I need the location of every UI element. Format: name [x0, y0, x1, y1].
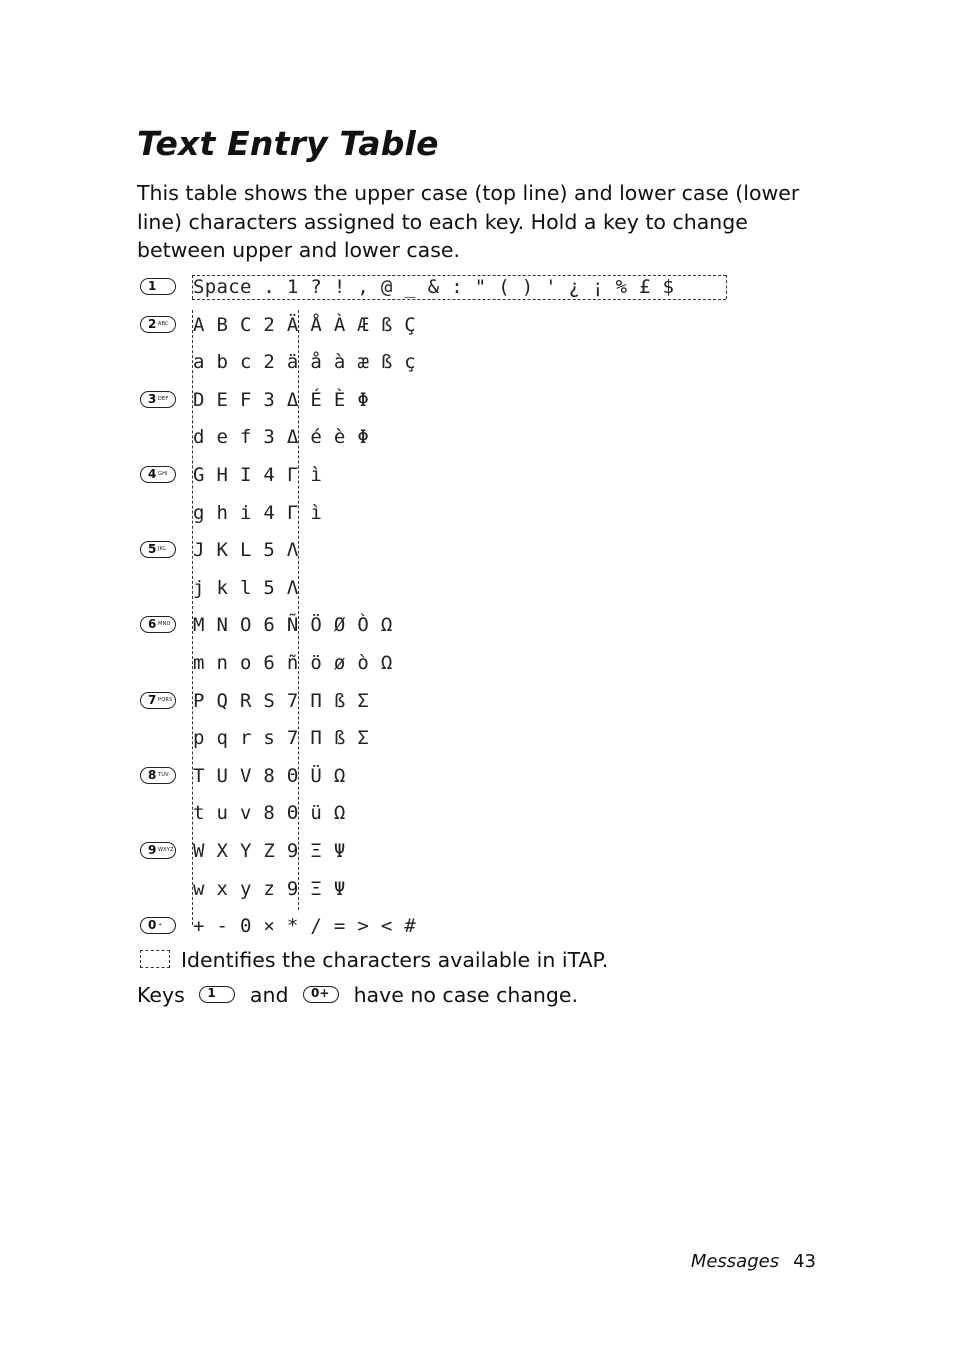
- key-0-icon: 0+: [303, 986, 339, 1003]
- keys-note-middle: and: [249, 983, 289, 1007]
- keys-note-suffix: have no case change.: [353, 983, 579, 1007]
- itap-legend-box: [140, 950, 170, 968]
- page-number: 43: [793, 1251, 816, 1272]
- key-5-icon: 5 JKL: [140, 541, 176, 558]
- key-0-icon: 0 +: [140, 917, 176, 934]
- key-characters: d e f 3 Δ é è Φ: [193, 426, 370, 448]
- key-1-icon: 1: [140, 278, 176, 295]
- itap-legend-text: Identifies the characters available in iTAP.: [181, 948, 609, 972]
- key-characters: D E F 3 Δ É È Φ: [193, 389, 370, 411]
- key-characters: A B C 2 Ä Å À Æ ß Ç: [193, 314, 417, 336]
- key-9-icon: 9 WXYZ: [140, 842, 176, 859]
- itap-divider: [192, 299, 726, 300]
- keys-note: [137, 983, 578, 1007]
- key-4-icon: 4 GHI: [140, 466, 176, 483]
- key-characters: Space . 1 ? ! , @ _ & : " ( ) ' ¿ ¡ % £ $: [193, 276, 675, 298]
- key-7-icon: 7 PQRS: [140, 692, 176, 709]
- page-title: Text Entry Table: [137, 124, 439, 163]
- keys-note-prefix: Keys: [137, 983, 185, 1007]
- key-characters: T U V 8 Θ Ü Ω: [193, 765, 346, 787]
- key-characters: + - 0 × * / = > < #: [193, 915, 417, 937]
- itap-divider: [192, 310, 193, 925]
- itap-divider: [192, 275, 726, 276]
- intro-paragraph: This table shows the upper case (top line) and lower case (lower line) characters assigned to each key. Hold a key to change between upper and lower case.: [137, 181, 800, 262]
- key-characters: t u v 8 Θ ü Ω: [193, 802, 346, 824]
- itap-divider: [298, 310, 299, 910]
- key-characters: P Q R S 7 Π ß Σ: [193, 690, 370, 712]
- itap-divider: [192, 275, 193, 299]
- itap-divider: [726, 275, 727, 299]
- key-characters: W X Y Z 9 Ξ Ψ: [193, 840, 346, 862]
- key-3-icon: 3 DEF: [140, 391, 176, 408]
- key-characters: m n o 6 ñ ö ø ò Ω: [193, 652, 393, 674]
- page-footer: [691, 1251, 816, 1272]
- footer-section: Messages: [690, 1251, 780, 1272]
- key-6-icon: 6 MNO: [140, 616, 176, 633]
- key-characters: w x y z 9 Ξ Ψ: [193, 878, 346, 900]
- key-characters: j k l 5 Λ: [193, 577, 299, 599]
- key-8-icon: 8 TUV: [140, 767, 176, 784]
- key-characters: g h i 4 Γ ì: [193, 502, 323, 524]
- key-characters: J K L 5 Λ: [193, 539, 299, 561]
- key-characters: p q r s 7 Π ß Σ: [193, 727, 370, 749]
- key-characters: a b c 2 ä å à æ ß ç: [193, 351, 417, 373]
- key-1-icon: 1: [199, 986, 235, 1003]
- key-characters: M N O 6 Ñ Ö Ø Ò Ω: [193, 614, 393, 636]
- key-2-icon: 2 ABC: [140, 316, 176, 333]
- key-characters: G H I 4 Γ ì: [193, 464, 323, 486]
